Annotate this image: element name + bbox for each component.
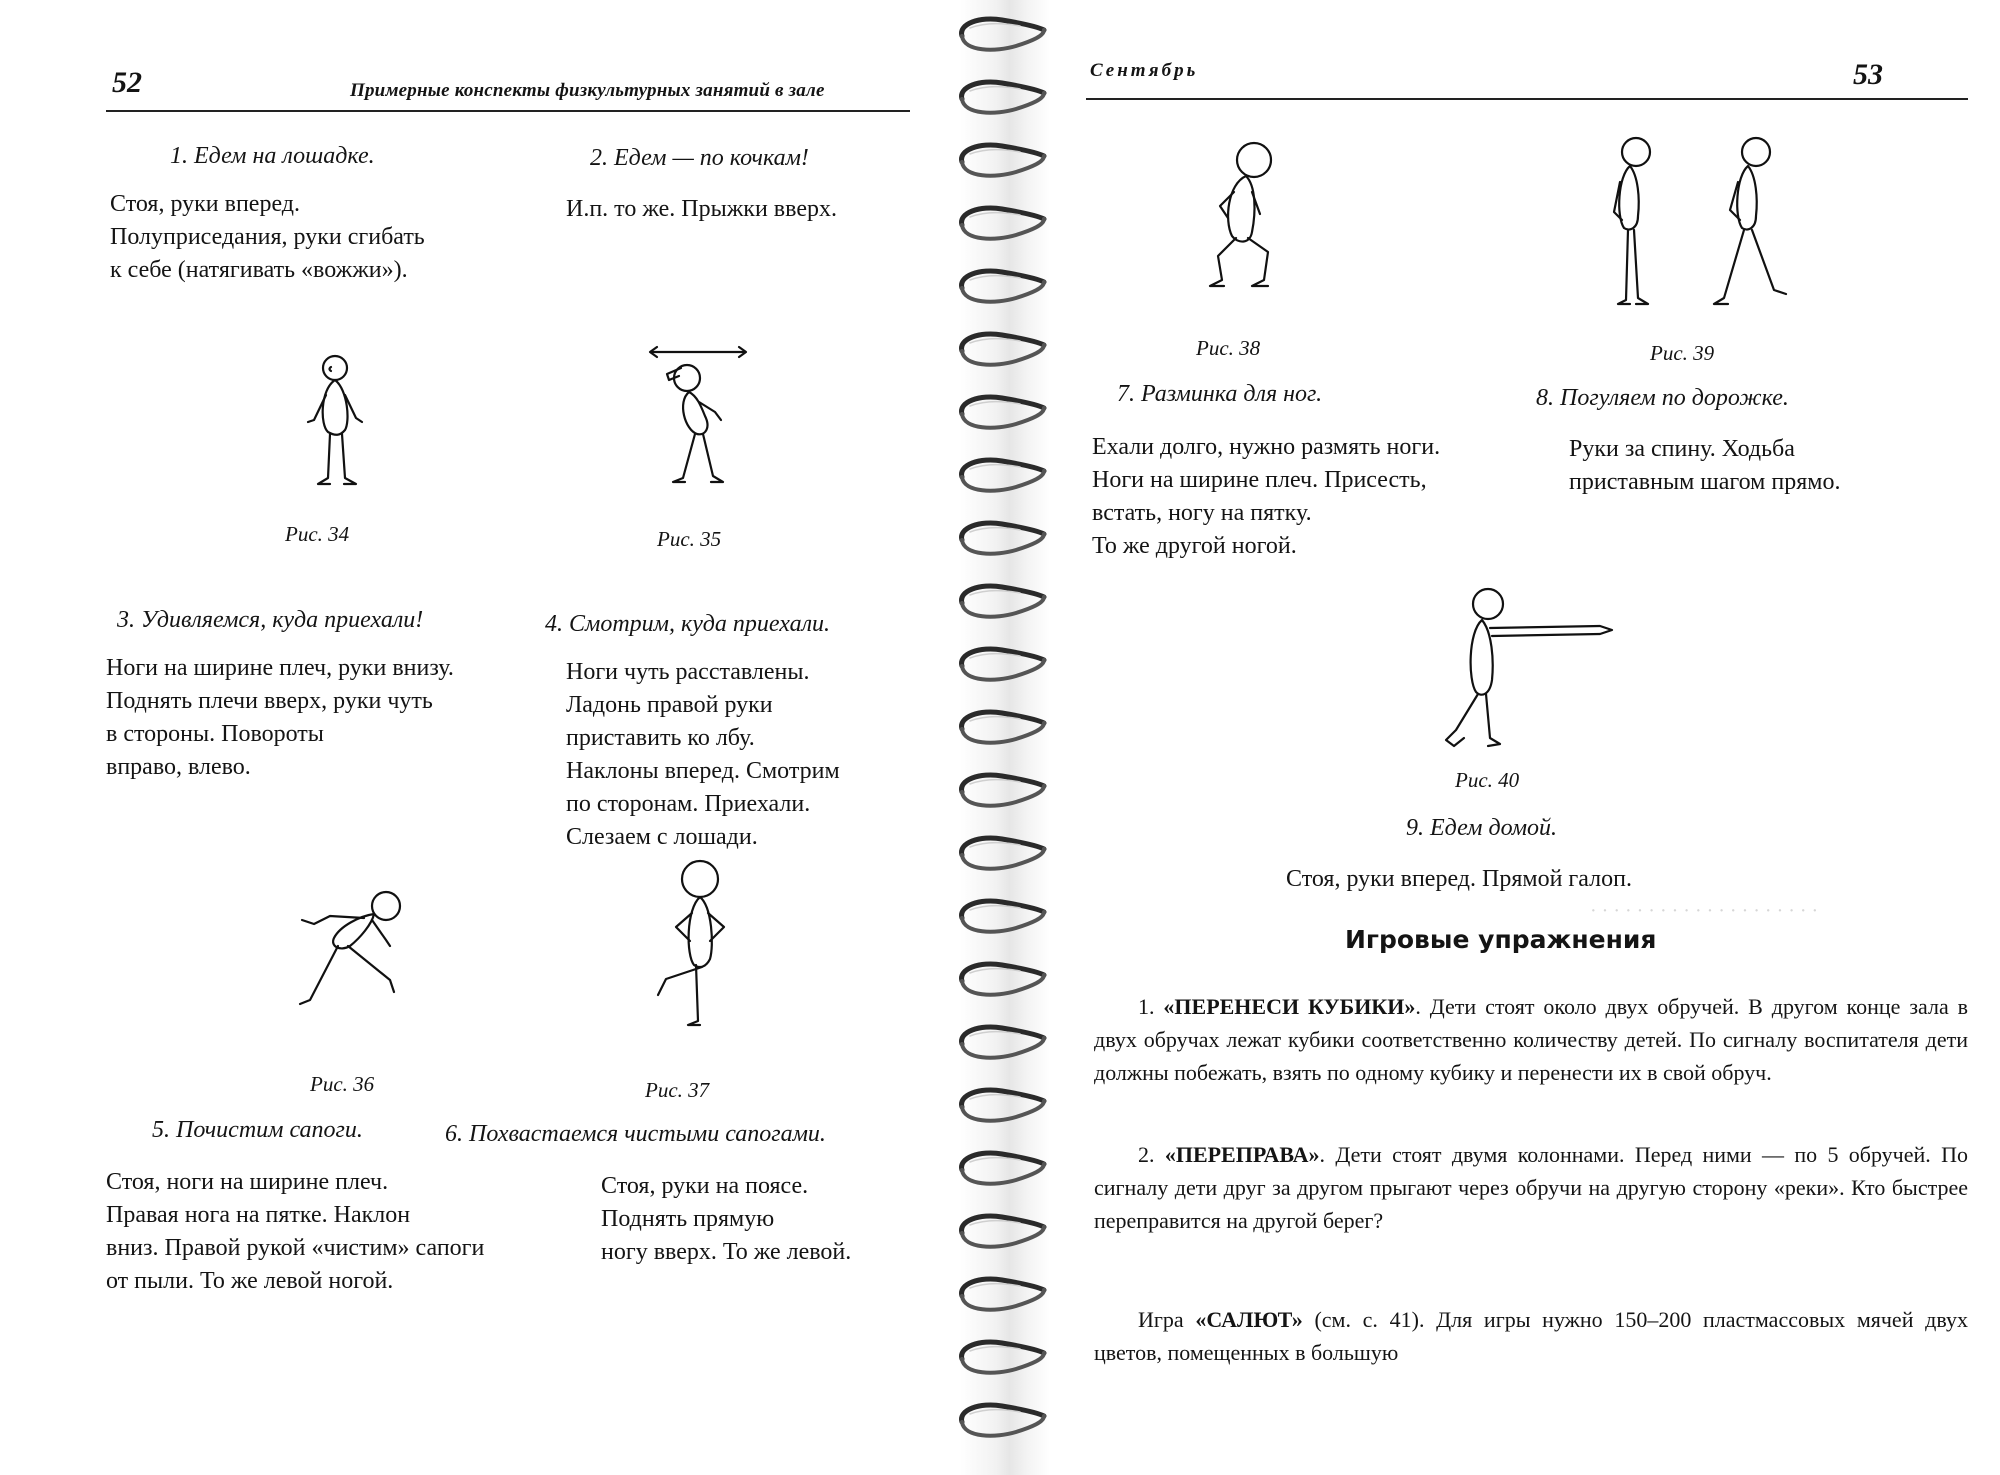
figure-leg bbox=[1486, 694, 1500, 746]
figure-caption: Рис. 37 bbox=[645, 1078, 710, 1102]
figure-caption: Рис. 36 bbox=[310, 1072, 375, 1096]
figure-leg bbox=[1210, 238, 1236, 286]
figure-leg bbox=[1714, 230, 1744, 304]
stick-figure-standing bbox=[290, 350, 380, 490]
text-line: Правая нога на пятке. Наклон bbox=[106, 1202, 411, 1228]
text-line: Поднять плечи вверх, руки чуть bbox=[106, 688, 433, 714]
figure-caption: Рис. 35 bbox=[657, 527, 722, 551]
game-number: 1. bbox=[1138, 994, 1155, 1019]
spiral-ring bbox=[962, 208, 1044, 239]
text-line: вправо, влево. bbox=[106, 754, 251, 780]
game-number: Игра bbox=[1138, 1307, 1184, 1332]
spiral-ring bbox=[962, 523, 1044, 554]
figure-arm bbox=[1252, 192, 1260, 214]
figure-arms-forward bbox=[1490, 626, 1612, 636]
page-number: 53 bbox=[1853, 58, 1883, 91]
exercise-text bbox=[566, 656, 840, 854]
spiral-ring bbox=[962, 271, 1044, 302]
text-line: Ехали долго, нужно размять ноги. bbox=[1092, 434, 1441, 460]
spiral-ring bbox=[962, 838, 1044, 869]
exercise-text bbox=[601, 1170, 851, 1269]
spiral-ring bbox=[962, 1279, 1044, 1310]
figure-head bbox=[682, 861, 718, 897]
spiral-binding bbox=[940, 0, 1070, 1475]
game-text: (см. с. 41). Для игры нужно 150–200 пластмассовых мячей двух цветов, помещенных в большую bbox=[1094, 1307, 1968, 1365]
text-line: по сторонам. Приехали. bbox=[566, 791, 811, 817]
game-name: «САЛЮТ» bbox=[1195, 1307, 1303, 1332]
text-line: приставить ко лбу. bbox=[566, 725, 755, 751]
figure-leg bbox=[1446, 694, 1478, 746]
figure-caption: Рис. 40 bbox=[1455, 768, 1520, 792]
exercise-text bbox=[1569, 433, 1840, 499]
text-line: встать, ногу на пятку. bbox=[1092, 500, 1312, 526]
spiral-ring bbox=[962, 649, 1044, 680]
exercise-title: 1. Едем на лошадке. bbox=[170, 143, 375, 169]
figure-torso bbox=[683, 392, 707, 434]
figure-caption: Рис. 34 bbox=[285, 522, 350, 546]
exercise-text bbox=[110, 188, 425, 287]
figure-head bbox=[372, 892, 400, 920]
right-page bbox=[1070, 0, 2000, 1475]
figure-leg bbox=[1634, 230, 1648, 304]
figure-leg bbox=[703, 434, 723, 482]
game-text: . Дети стоят двумя колоннами. Перед ними — по 5 обручей. По сигналу дети друг за другом прыгают через обручи на другую сторону «реки». Кто быстрее переправится на другой берег? bbox=[1094, 1142, 1968, 1233]
left-page bbox=[0, 0, 940, 1475]
figure-head bbox=[1473, 589, 1503, 619]
spiral-ring bbox=[962, 397, 1044, 428]
spiral-ring bbox=[962, 901, 1044, 932]
running-head: Примерные конспекты физкультурных занятий в зале bbox=[350, 80, 825, 101]
exercise-title: 6. Похвастаемся чистыми сапогами. bbox=[445, 1121, 826, 1147]
exercise-title: 3. Удивляемся, куда приехали! bbox=[117, 607, 424, 633]
stick-figure-bending bbox=[290, 880, 420, 1020]
spiral-ring bbox=[962, 1405, 1044, 1436]
figure-torso bbox=[689, 897, 712, 967]
spiral-ring bbox=[962, 1342, 1044, 1373]
text-line: То же другой ногой. bbox=[1092, 533, 1297, 559]
spiral-ring bbox=[962, 145, 1044, 176]
figure-torso bbox=[323, 380, 348, 435]
text-line: Поднять прямую bbox=[601, 1206, 775, 1232]
text-line: Слезаем с лошади. bbox=[566, 824, 758, 850]
figure-torso bbox=[333, 914, 374, 948]
figure-head bbox=[1622, 138, 1650, 166]
text-line: Ладонь правой руки bbox=[566, 692, 773, 718]
exercise-title: 8. Погуляем по дорожке. bbox=[1536, 385, 1789, 411]
spiral-ring bbox=[962, 334, 1044, 365]
game-number: 2. bbox=[1138, 1142, 1155, 1167]
spiral-ring bbox=[962, 82, 1044, 113]
figure-torso bbox=[1228, 176, 1254, 242]
figure-leg bbox=[1752, 230, 1786, 294]
stick-figure-leg-raise bbox=[640, 855, 750, 1035]
text-line: Стоя, ноги на ширине плеч. bbox=[106, 1169, 389, 1195]
game-paragraph bbox=[1094, 1138, 1968, 1237]
text-line: приставным шагом прямо. bbox=[1569, 469, 1841, 495]
figure-leg bbox=[342, 434, 356, 484]
text-line: Ноги чуть расставлены. bbox=[566, 659, 810, 685]
running-head: Сентябрь bbox=[1090, 60, 1199, 81]
stick-figure-gallop bbox=[1430, 580, 1620, 755]
text-line: Стоя, руки на поясе. bbox=[601, 1173, 809, 1199]
stick-figures-walking bbox=[1590, 132, 1810, 312]
text-line: к себе (натягивать «вожжи»). bbox=[110, 257, 408, 283]
exercise-text bbox=[106, 652, 454, 784]
stick-figure-squat bbox=[1190, 140, 1290, 300]
spiral-ring bbox=[962, 712, 1044, 743]
spiral-ring bbox=[962, 1090, 1044, 1121]
spiral-ring bbox=[962, 964, 1044, 995]
spiral-ring bbox=[962, 1153, 1044, 1184]
figure-head bbox=[1237, 143, 1271, 177]
figure-arm bbox=[372, 920, 390, 946]
text-line: Руки за спину. Ходьба bbox=[1569, 436, 1795, 462]
text-line: ногу вверх. То же левой. bbox=[601, 1239, 852, 1265]
header-rule bbox=[1086, 98, 1968, 100]
figure-caption: Рис. 38 bbox=[1196, 336, 1261, 360]
figure-leg bbox=[318, 434, 330, 484]
text-line: Полуприседания, руки сгибать bbox=[110, 224, 425, 250]
section-heading: Игровые упражнения bbox=[1345, 925, 1657, 954]
exercise-title: 5. Почистим сапоги. bbox=[152, 1117, 363, 1143]
text-line: Ноги на ширине плеч, руки внизу. bbox=[106, 655, 454, 681]
figure-leg bbox=[1618, 230, 1630, 304]
figure-leg bbox=[300, 946, 338, 1004]
spiral-ring bbox=[962, 1027, 1044, 1058]
figure-caption: Рис. 39 bbox=[1650, 341, 1715, 365]
game-text: . Дети стоят около двух обручей. В другом конце зала в двух обручах лежат кубики соответственно количеству детей. По сигналу воспитателя дети должны побежать, взять по одному кубику и перенести их в свой обруч. bbox=[1094, 994, 1968, 1085]
exercise-title: 2. Едем — по кочкам! bbox=[590, 145, 809, 171]
exercise-text bbox=[566, 193, 837, 226]
text-line: от пыли. То же левой ногой. bbox=[106, 1268, 394, 1294]
text-line: Ноги на ширине плеч. Присесть, bbox=[1092, 467, 1427, 493]
text-line: Наклоны вперед. Смотрим bbox=[566, 758, 840, 784]
game-paragraph bbox=[1094, 990, 1968, 1089]
exercise-text bbox=[1286, 863, 1632, 896]
spiral-ring bbox=[962, 19, 1044, 50]
stick-figure-looking bbox=[645, 340, 755, 490]
figure-torso bbox=[1471, 620, 1493, 695]
exercise-title: 7. Разминка для ног. bbox=[1117, 381, 1323, 407]
spiral-ring bbox=[962, 586, 1044, 617]
exercise-title: 9. Едем домой. bbox=[1406, 815, 1558, 841]
spiral-ring bbox=[962, 460, 1044, 491]
figure-face bbox=[330, 367, 332, 371]
text-line: И.п. то же. Прыжки вверх. bbox=[566, 196, 837, 222]
exercise-text bbox=[1092, 431, 1440, 563]
spiral-ring bbox=[962, 775, 1044, 806]
game-name: «ПЕРЕНЕСИ КУБИКИ» bbox=[1163, 994, 1416, 1019]
header-rule bbox=[106, 110, 910, 112]
figure-leg bbox=[673, 434, 695, 482]
game-paragraph bbox=[1094, 1303, 1968, 1369]
text-line: в стороны. Повороты bbox=[106, 721, 324, 747]
game-name: «ПЕРЕПРАВА» bbox=[1164, 1142, 1320, 1167]
bleed-through: · · · · · · · · · · · · · · · · · · · · bbox=[1590, 900, 1819, 922]
figure-leg bbox=[688, 965, 700, 1025]
page-number: 52 bbox=[112, 66, 142, 99]
text-line: Стоя, руки вперед. bbox=[110, 191, 301, 217]
figure-head bbox=[323, 356, 347, 380]
text-line: Стоя, руки вперед. Прямой галоп. bbox=[1286, 866, 1632, 892]
text-line: вниз. Правой рукой «чистим» сапоги bbox=[106, 1235, 485, 1261]
exercise-title: 4. Смотрим, куда приехали. bbox=[545, 611, 831, 637]
figure-leg bbox=[348, 946, 394, 992]
exercise-text bbox=[106, 1166, 484, 1298]
figure-head bbox=[1742, 138, 1770, 166]
spiral-ring bbox=[962, 1216, 1044, 1247]
figure-leg bbox=[1248, 238, 1268, 286]
